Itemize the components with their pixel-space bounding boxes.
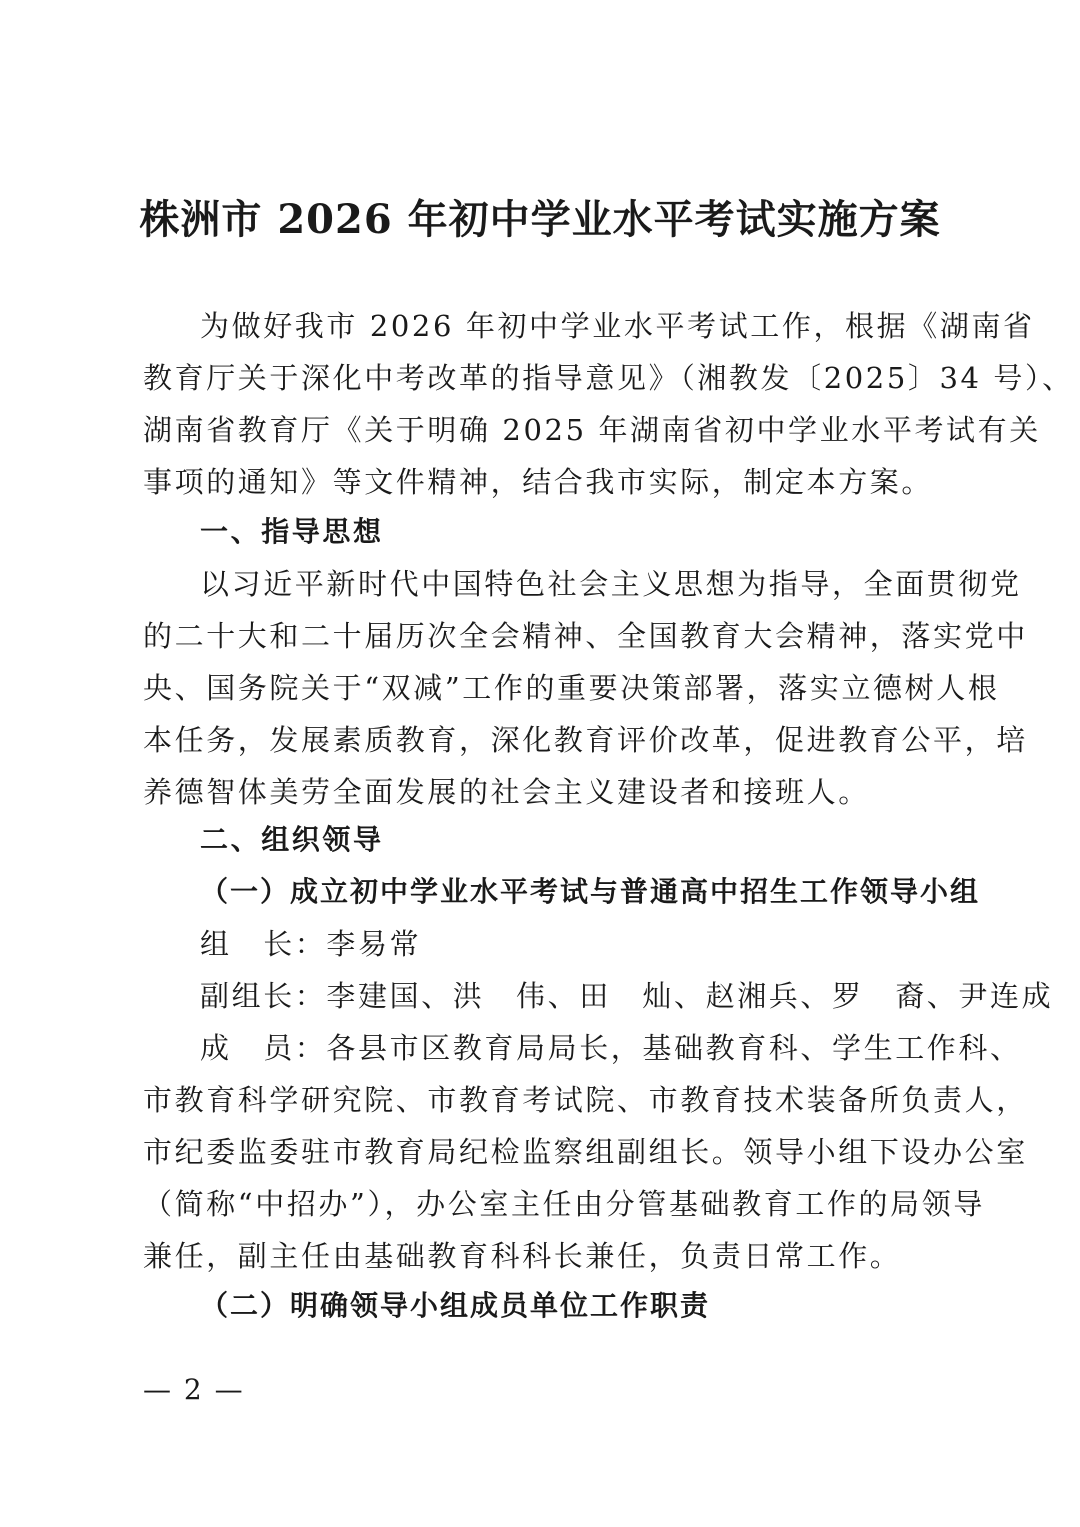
- member-line: （简称“中招办”），办公室主任由分管基础教育工作的局领导: [143, 1187, 985, 1221]
- intro-line: 事项的通知》等文件精神，结合我市实际，制定本方案。: [143, 465, 934, 499]
- page-number: — 2 —: [143, 1373, 245, 1406]
- member-line: 兼任，副主任由基础教育科科长兼任，负责日常工作。: [143, 1239, 902, 1273]
- section1-line: 的二十大和二十届历次全会精神、全国教育大会精神，落实党中: [143, 619, 1028, 653]
- document-title: 株洲市 2026 年初中学业水平考试实施方案: [139, 196, 941, 243]
- member-line: 市教育科学研究院、市教育考试院、市教育技术装备所负责人，: [143, 1083, 1028, 1117]
- intro-line: 湖南省教育厅《关于明确 2025 年湖南省初中学业水平考试有关: [143, 413, 1041, 447]
- section1-line: 养德智体美劳全面发展的社会主义建设者和接班人。: [143, 775, 870, 809]
- section-heading-organization: 二、组织领导: [200, 823, 384, 856]
- subsection-heading-duties: （二）明确领导小组成员单位工作职责: [200, 1289, 711, 1322]
- leader-line: 组 长：李易常: [200, 927, 422, 961]
- intro-line: 为做好我市 2026 年初中学业水平考试工作，根据《湖南省: [200, 309, 1035, 343]
- subsection-heading-leading-group: （一）成立初中学业水平考试与普通高中招生工作领导小组: [200, 875, 981, 908]
- intro-line: 教育厅关于深化中考改革的指导意见》（湘教发〔2025〕34 号）、: [143, 361, 1074, 395]
- document-body: [143, 0, 1074, 1527]
- section-heading-guiding-thought: 一、指导思想: [200, 515, 384, 548]
- member-line: 市纪委监委驻市教育局纪检监察组副组长。领导小组下设办公室: [143, 1135, 1028, 1169]
- section1-line: 以习近平新时代中国特色社会主义思想为指导，全面贯彻党: [200, 567, 1022, 601]
- section1-line: 本任务，发展素质教育，深化教育评价改革，促进教育公平，培: [143, 723, 1028, 757]
- deputy-leader-line: 副组长：李建国、洪 伟、田 灿、赵湘兵、罗 裔、尹连成: [200, 979, 1054, 1013]
- member-line: 成 员：各县市区教育局局长，基础教育科、学生工作科、: [200, 1031, 1022, 1065]
- section1-line: 央、国务院关于“双减”工作的重要决策部署，落实立德树人根: [143, 671, 1000, 705]
